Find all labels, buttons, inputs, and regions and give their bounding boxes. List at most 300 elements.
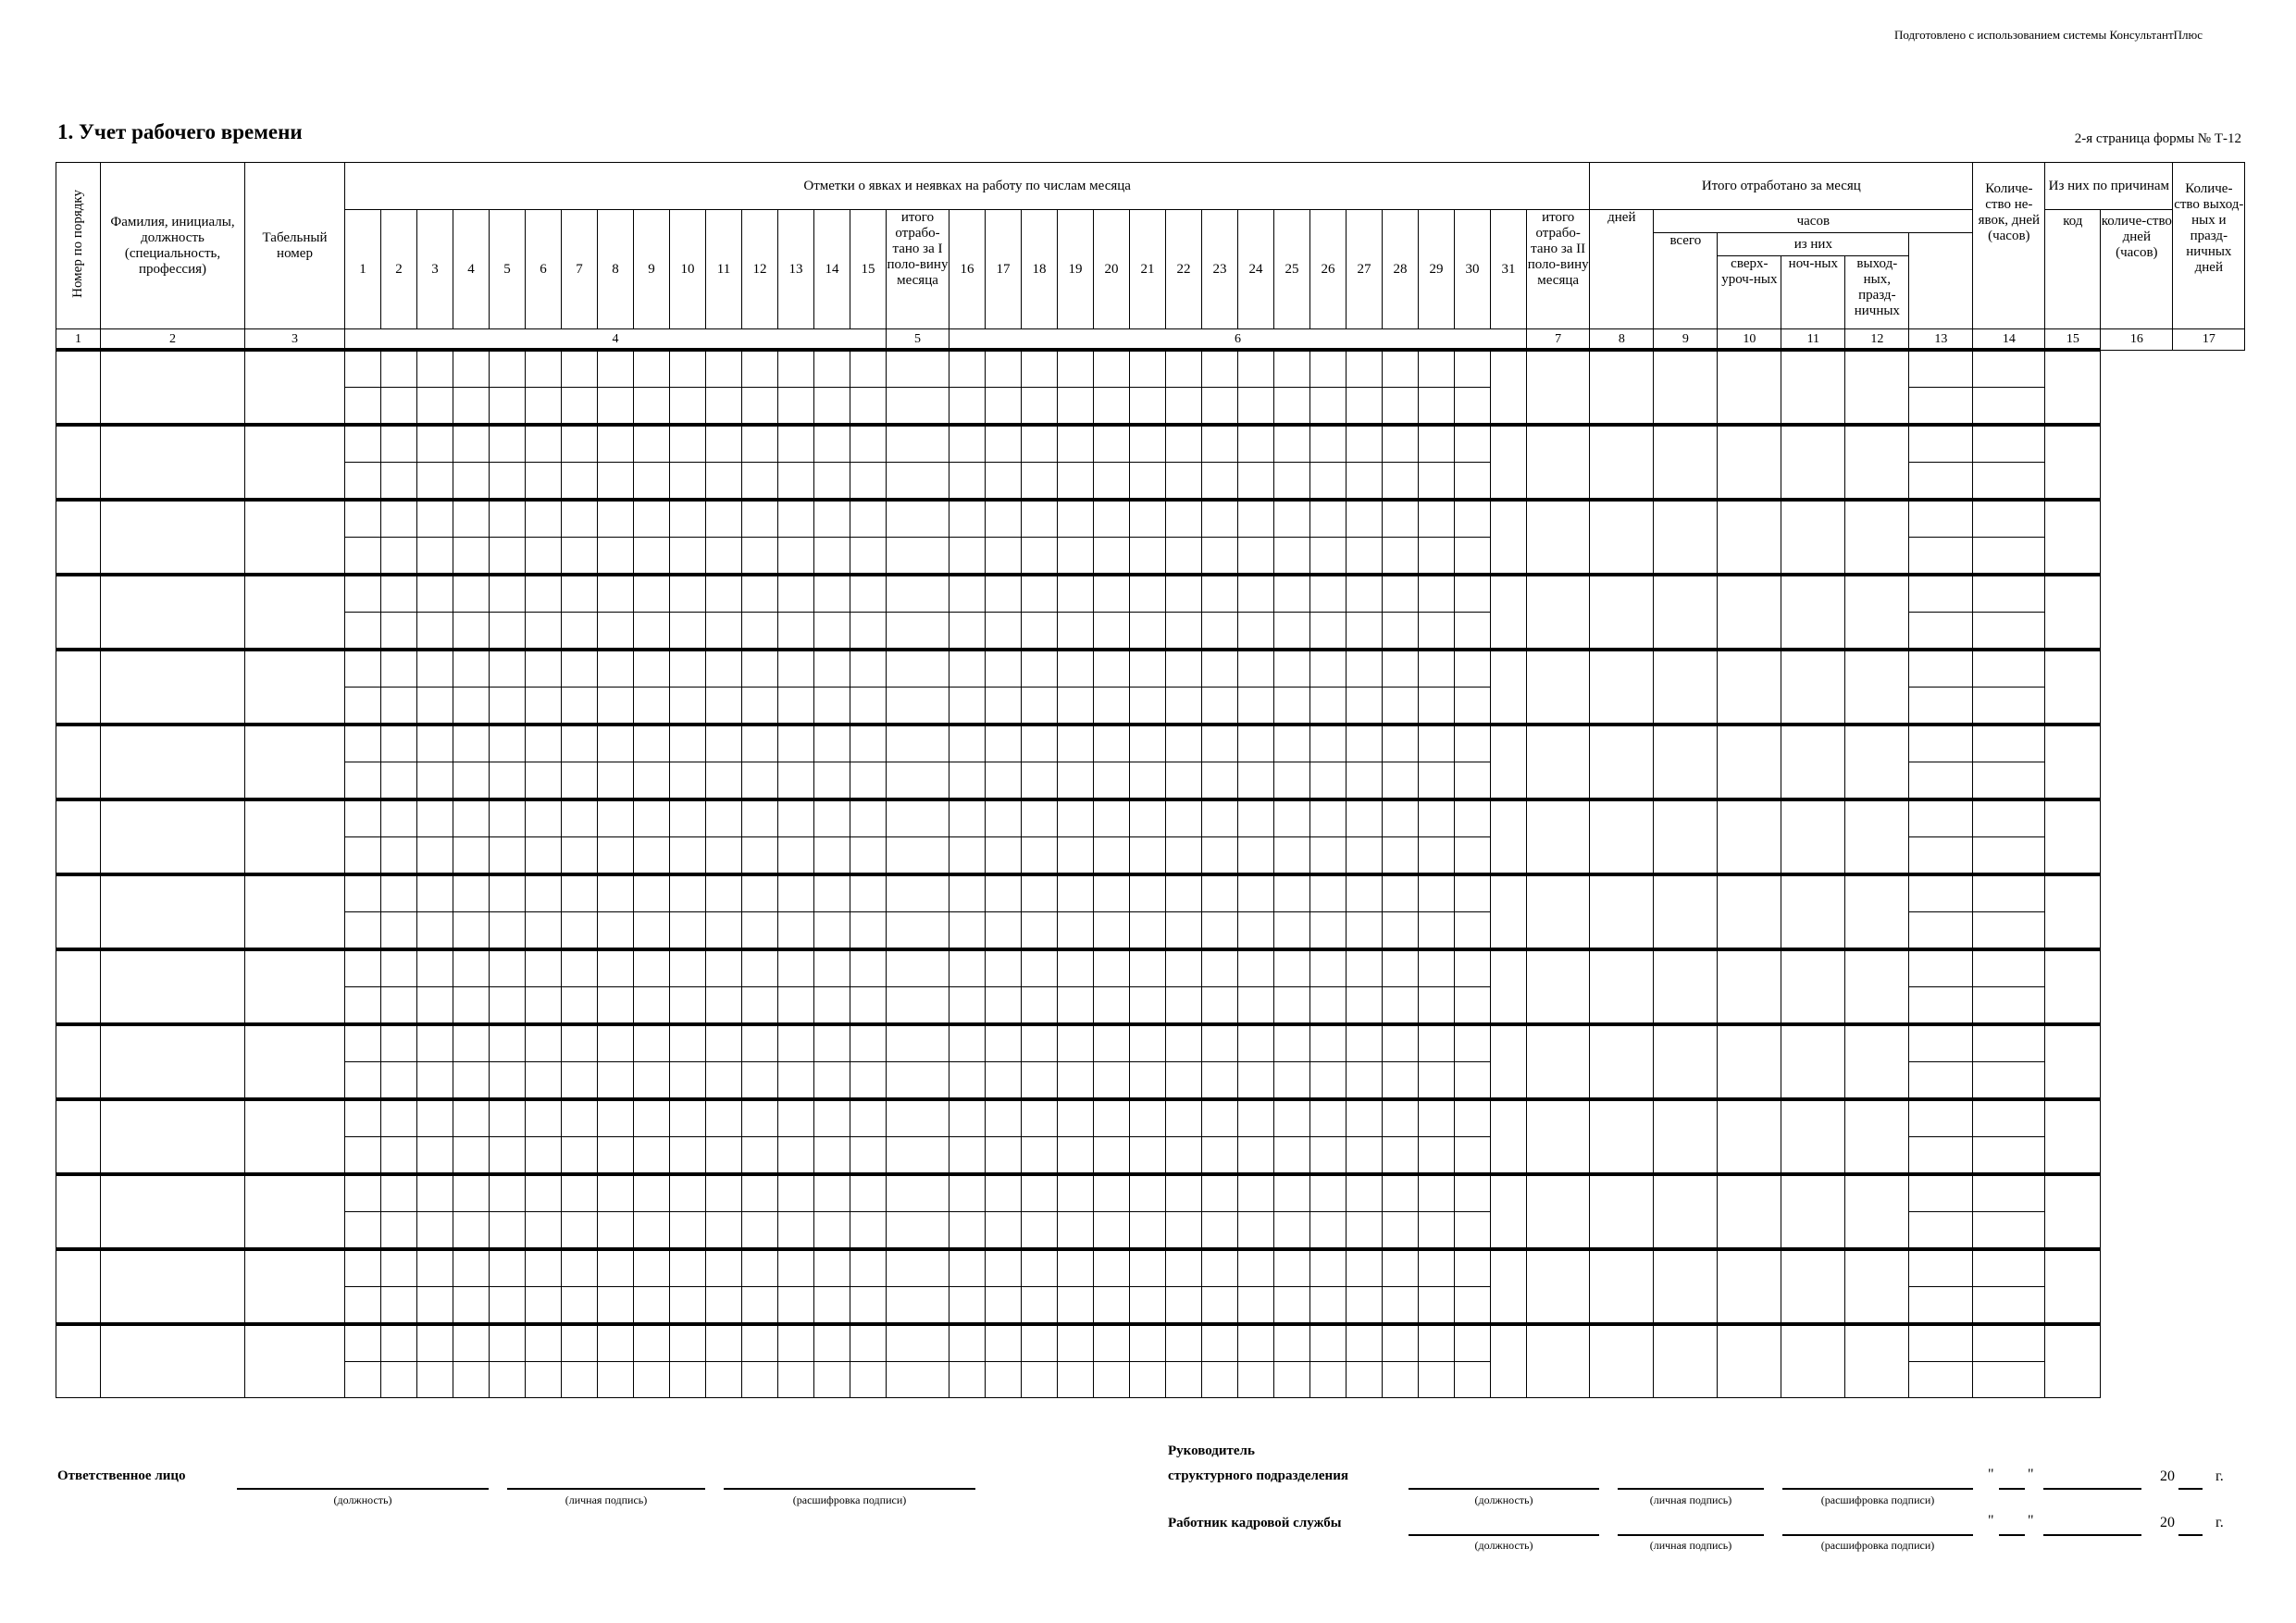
entry-cell[interactable]	[1781, 500, 1845, 575]
entry-cell[interactable]	[417, 1099, 453, 1137]
entry-cell[interactable]	[345, 1062, 381, 1100]
entry-cell[interactable]	[850, 987, 887, 1025]
entry-cell[interactable]	[1781, 1249, 1845, 1324]
entry-cell[interactable]	[1130, 799, 1166, 837]
entry-cell[interactable]	[850, 1174, 887, 1212]
entry-cell[interactable]	[1654, 1024, 1718, 1099]
entry-cell[interactable]	[1058, 1249, 1094, 1287]
entry-cell[interactable]	[1166, 1024, 1202, 1062]
entry-cell[interactable]	[1419, 538, 1455, 576]
entry-cell[interactable]	[453, 650, 490, 688]
entry-cell[interactable]	[670, 388, 706, 426]
entry-cell[interactable]	[1347, 1362, 1383, 1398]
entry-cell[interactable]	[949, 425, 986, 463]
entry-cell[interactable]	[598, 837, 634, 875]
entry-cell[interactable]	[1455, 500, 1491, 538]
entry-cell[interactable]	[1973, 500, 2045, 538]
entry-cell[interactable]	[778, 1362, 814, 1398]
entry-cell[interactable]	[1347, 1249, 1383, 1287]
entry-cell[interactable]	[1094, 949, 1130, 987]
entry-cell[interactable]	[381, 575, 417, 613]
entry-cell[interactable]	[814, 1137, 850, 1175]
entry-cell[interactable]	[381, 1324, 417, 1362]
entry-cell[interactable]	[1238, 1362, 1274, 1398]
entry-cell[interactable]	[1094, 1062, 1130, 1100]
entry-cell[interactable]	[986, 949, 1022, 987]
entry-cell[interactable]	[245, 725, 345, 799]
entry-cell[interactable]	[1973, 1362, 2045, 1398]
entry-cell[interactable]	[1909, 1249, 1973, 1287]
entry-cell[interactable]	[101, 949, 245, 1024]
entry-cell[interactable]	[1455, 949, 1491, 987]
entry-cell[interactable]	[706, 500, 742, 538]
entry-cell[interactable]	[490, 762, 526, 800]
responsible-position-line[interactable]	[237, 1471, 489, 1490]
entry-cell[interactable]	[1022, 500, 1058, 538]
hr-position-line[interactable]	[1409, 1518, 1599, 1536]
entry-cell[interactable]	[1022, 949, 1058, 987]
entry-cell[interactable]	[1202, 725, 1238, 762]
entry-cell[interactable]	[381, 1249, 417, 1287]
entry-cell[interactable]	[1845, 650, 1909, 725]
entry-cell[interactable]	[670, 1137, 706, 1175]
entry-cell[interactable]	[1909, 1137, 1973, 1175]
entry-cell[interactable]	[634, 1062, 670, 1100]
entry-cell[interactable]	[1590, 725, 1654, 799]
entry-cell[interactable]	[706, 350, 742, 388]
entry-cell[interactable]	[1845, 949, 1909, 1024]
entry-cell[interactable]	[345, 613, 381, 650]
entry-cell[interactable]	[1130, 949, 1166, 987]
entry-cell[interactable]	[1094, 650, 1130, 688]
entry-cell[interactable]	[986, 1099, 1022, 1137]
entry-cell[interactable]	[814, 1212, 850, 1250]
entry-cell[interactable]	[1238, 837, 1274, 875]
entry-cell[interactable]	[1419, 1174, 1455, 1212]
entry-cell[interactable]	[562, 799, 598, 837]
entry-cell[interactable]	[1973, 725, 2045, 762]
entry-cell[interactable]	[598, 987, 634, 1025]
entry-cell[interactable]	[887, 949, 949, 987]
entry-cell[interactable]	[1455, 762, 1491, 800]
entry-cell[interactable]	[1527, 500, 1590, 575]
entry-cell[interactable]	[850, 1099, 887, 1137]
entry-cell[interactable]	[1383, 1362, 1419, 1398]
entry-cell[interactable]	[1455, 463, 1491, 501]
entry-cell[interactable]	[850, 725, 887, 762]
entry-cell[interactable]	[345, 388, 381, 426]
entry-cell[interactable]	[101, 874, 245, 949]
entry-cell[interactable]	[706, 874, 742, 912]
entry-cell[interactable]	[1383, 350, 1419, 388]
entry-cell[interactable]	[1022, 650, 1058, 688]
entry-cell[interactable]	[1527, 874, 1590, 949]
entry-cell[interactable]	[778, 613, 814, 650]
entry-cell[interactable]	[1094, 912, 1130, 950]
entry-cell[interactable]	[814, 650, 850, 688]
entry-cell[interactable]	[1202, 388, 1238, 426]
entry-cell[interactable]	[778, 874, 814, 912]
entry-cell[interactable]	[1527, 725, 1590, 799]
entry-cell[interactable]	[1845, 575, 1909, 650]
entry-cell[interactable]	[887, 425, 949, 463]
entry-cell[interactable]	[1274, 500, 1310, 538]
entry-cell[interactable]	[1166, 1287, 1202, 1325]
entry-cell[interactable]	[381, 1287, 417, 1325]
entry-cell[interactable]	[1202, 874, 1238, 912]
entry-cell[interactable]	[526, 688, 562, 725]
entry-cell[interactable]	[1274, 912, 1310, 950]
entry-cell[interactable]	[245, 1249, 345, 1324]
entry-cell[interactable]	[1058, 987, 1094, 1025]
entry-cell[interactable]	[670, 725, 706, 762]
entry-cell[interactable]	[1022, 463, 1058, 501]
entry-cell[interactable]	[1202, 1099, 1238, 1137]
entry-cell[interactable]	[742, 575, 778, 613]
entry-cell[interactable]	[1527, 575, 1590, 650]
entry-cell[interactable]	[670, 613, 706, 650]
entry-cell[interactable]	[598, 1137, 634, 1175]
entry-cell[interactable]	[1590, 1249, 1654, 1324]
entry-cell[interactable]	[345, 1099, 381, 1137]
entry-cell[interactable]	[670, 1024, 706, 1062]
entry-cell[interactable]	[56, 1024, 101, 1099]
entry-cell[interactable]	[814, 425, 850, 463]
entry-cell[interactable]	[1347, 350, 1383, 388]
entry-cell[interactable]	[490, 949, 526, 987]
entry-cell[interactable]	[1058, 1287, 1094, 1325]
entry-cell[interactable]	[634, 1324, 670, 1362]
entry-cell[interactable]	[1130, 1249, 1166, 1287]
entry-cell[interactable]	[1274, 837, 1310, 875]
entry-cell[interactable]	[778, 1212, 814, 1250]
entry-cell[interactable]	[1094, 1024, 1130, 1062]
entry-cell[interactable]	[670, 1099, 706, 1137]
entry-cell[interactable]	[1202, 912, 1238, 950]
entry-cell[interactable]	[742, 1249, 778, 1287]
entry-cell[interactable]	[453, 500, 490, 538]
entry-cell[interactable]	[634, 688, 670, 725]
entry-cell[interactable]	[1058, 425, 1094, 463]
entry-cell[interactable]	[1383, 1174, 1419, 1212]
entry-cell[interactable]	[1238, 1137, 1274, 1175]
entry-cell[interactable]	[986, 1174, 1022, 1212]
entry-cell[interactable]	[598, 1062, 634, 1100]
entry-cell[interactable]	[1455, 874, 1491, 912]
entry-cell[interactable]	[2045, 350, 2101, 425]
entry-cell[interactable]	[1022, 538, 1058, 576]
entry-cell[interactable]	[634, 575, 670, 613]
entry-cell[interactable]	[1094, 1249, 1130, 1287]
entry-cell[interactable]	[850, 613, 887, 650]
entry-cell[interactable]	[1383, 1062, 1419, 1100]
entry-cell[interactable]	[562, 1137, 598, 1175]
entry-cell[interactable]	[526, 350, 562, 388]
entry-cell[interactable]	[1973, 425, 2045, 463]
entry-cell[interactable]	[814, 949, 850, 987]
entry-cell[interactable]	[1022, 1212, 1058, 1250]
entry-cell[interactable]	[526, 1137, 562, 1175]
entry-cell[interactable]	[887, 874, 949, 912]
entry-cell[interactable]	[1202, 1212, 1238, 1250]
entry-cell[interactable]	[1590, 1324, 1654, 1398]
entry-cell[interactable]	[1845, 799, 1909, 874]
entry-cell[interactable]	[526, 1249, 562, 1287]
entry-cell[interactable]	[887, 1249, 949, 1287]
entry-cell[interactable]	[634, 987, 670, 1025]
entry-cell[interactable]	[381, 725, 417, 762]
entry-cell[interactable]	[2045, 1099, 2101, 1174]
entry-cell[interactable]	[1202, 575, 1238, 613]
entry-cell[interactable]	[381, 650, 417, 688]
entry-cell[interactable]	[742, 350, 778, 388]
entry-cell[interactable]	[1845, 500, 1909, 575]
entry-cell[interactable]	[453, 799, 490, 837]
entry-cell[interactable]	[1310, 650, 1347, 688]
entry-cell[interactable]	[1419, 575, 1455, 613]
entry-cell[interactable]	[634, 425, 670, 463]
entry-cell[interactable]	[850, 688, 887, 725]
entry-cell[interactable]	[1274, 1212, 1310, 1250]
entry-cell[interactable]	[1347, 949, 1383, 987]
entry-cell[interactable]	[1781, 350, 1845, 425]
entry-cell[interactable]	[986, 837, 1022, 875]
entry-cell[interactable]	[850, 388, 887, 426]
entry-cell[interactable]	[1166, 1062, 1202, 1100]
entry-cell[interactable]	[1383, 500, 1419, 538]
entry-cell[interactable]	[850, 575, 887, 613]
entry-cell[interactable]	[634, 949, 670, 987]
entry-cell[interactable]	[742, 650, 778, 688]
entry-cell[interactable]	[887, 1324, 949, 1362]
entry-cell[interactable]	[345, 463, 381, 501]
entry-cell[interactable]	[245, 1324, 345, 1398]
entry-cell[interactable]	[1973, 912, 2045, 950]
entry-cell[interactable]	[1310, 1174, 1347, 1212]
entry-cell[interactable]	[1654, 1099, 1718, 1174]
entry-cell[interactable]	[1310, 1212, 1347, 1250]
entry-cell[interactable]	[1274, 1287, 1310, 1325]
entry-cell[interactable]	[986, 388, 1022, 426]
entry-cell[interactable]	[1130, 1099, 1166, 1137]
entry-cell[interactable]	[706, 1324, 742, 1362]
entry-cell[interactable]	[1383, 538, 1419, 576]
entry-cell[interactable]	[1419, 463, 1455, 501]
entry-cell[interactable]	[742, 725, 778, 762]
entry-cell[interactable]	[850, 799, 887, 837]
entry-cell[interactable]	[634, 538, 670, 576]
entry-cell[interactable]	[742, 1324, 778, 1362]
entry-cell[interactable]	[1274, 1249, 1310, 1287]
entry-cell[interactable]	[1022, 613, 1058, 650]
entry-cell[interactable]	[1094, 837, 1130, 875]
entry-cell[interactable]	[887, 500, 949, 538]
entry-cell[interactable]	[345, 1362, 381, 1398]
entry-cell[interactable]	[1202, 1137, 1238, 1175]
entry-cell[interactable]	[1130, 1324, 1166, 1362]
entry-cell[interactable]	[56, 650, 101, 725]
entry-cell[interactable]	[1238, 463, 1274, 501]
entry-cell[interactable]	[706, 613, 742, 650]
entry-cell[interactable]	[381, 500, 417, 538]
entry-cell[interactable]	[1310, 912, 1347, 950]
entry-cell[interactable]	[1455, 688, 1491, 725]
entry-cell[interactable]	[986, 1249, 1022, 1287]
entry-cell[interactable]	[417, 762, 453, 800]
entry-cell[interactable]	[381, 538, 417, 576]
entry-cell[interactable]	[986, 650, 1022, 688]
entry-cell[interactable]	[1166, 1249, 1202, 1287]
entry-cell[interactable]	[1909, 725, 1973, 762]
entry-cell[interactable]	[1455, 1137, 1491, 1175]
entry-cell[interactable]	[850, 538, 887, 576]
entry-cell[interactable]	[634, 613, 670, 650]
entry-cell[interactable]	[245, 350, 345, 425]
entry-cell[interactable]	[598, 1174, 634, 1212]
entry-cell[interactable]	[1383, 1324, 1419, 1362]
entry-cell[interactable]	[417, 538, 453, 576]
entry-cell[interactable]	[490, 874, 526, 912]
entry-cell[interactable]	[778, 1024, 814, 1062]
entry-cell[interactable]	[670, 949, 706, 987]
entry-cell[interactable]	[1909, 350, 1973, 388]
entry-cell[interactable]	[417, 463, 453, 501]
entry-cell[interactable]	[706, 799, 742, 837]
entry-cell[interactable]	[453, 1249, 490, 1287]
entry-cell[interactable]	[670, 1287, 706, 1325]
entry-cell[interactable]	[562, 987, 598, 1025]
entry-cell[interactable]	[1781, 1324, 1845, 1398]
entry-cell[interactable]	[1094, 500, 1130, 538]
entry-cell[interactable]	[1590, 1174, 1654, 1249]
entry-cell[interactable]	[1419, 613, 1455, 650]
entry-cell[interactable]	[814, 613, 850, 650]
entry-cell[interactable]	[345, 799, 381, 837]
entry-cell[interactable]	[526, 762, 562, 800]
entry-cell[interactable]	[670, 1212, 706, 1250]
entry-cell[interactable]	[1058, 650, 1094, 688]
entry-cell[interactable]	[850, 463, 887, 501]
entry-cell[interactable]	[345, 1249, 381, 1287]
entry-cell[interactable]	[1491, 1099, 1527, 1174]
entry-cell[interactable]	[1909, 949, 1973, 987]
entry-cell[interactable]	[1347, 1287, 1383, 1325]
entry-cell[interactable]	[1130, 1062, 1166, 1100]
entry-cell[interactable]	[490, 688, 526, 725]
entry-cell[interactable]	[1022, 987, 1058, 1025]
entry-cell[interactable]	[562, 837, 598, 875]
entry-cell[interactable]	[1909, 650, 1973, 688]
entry-cell[interactable]	[598, 1024, 634, 1062]
entry-cell[interactable]	[778, 425, 814, 463]
entry-cell[interactable]	[1973, 799, 2045, 837]
entry-cell[interactable]	[1274, 1062, 1310, 1100]
entry-cell[interactable]	[949, 1062, 986, 1100]
entry-cell[interactable]	[814, 1024, 850, 1062]
entry-cell[interactable]	[1310, 1024, 1347, 1062]
entry-cell[interactable]	[949, 799, 986, 837]
entry-cell[interactable]	[1909, 1174, 1973, 1212]
entry-cell[interactable]	[1022, 874, 1058, 912]
entry-cell[interactable]	[2045, 949, 2101, 1024]
entry-cell[interactable]	[1419, 1137, 1455, 1175]
entry-cell[interactable]	[887, 1137, 949, 1175]
entry-cell[interactable]	[453, 949, 490, 987]
entry-cell[interactable]	[706, 1249, 742, 1287]
entry-cell[interactable]	[986, 425, 1022, 463]
entry-cell[interactable]	[381, 1362, 417, 1398]
entry-cell[interactable]	[1094, 1362, 1130, 1398]
entry-cell[interactable]	[778, 538, 814, 576]
entry-cell[interactable]	[1973, 350, 2045, 388]
entry-cell[interactable]	[56, 1324, 101, 1398]
entry-cell[interactable]	[1202, 1287, 1238, 1325]
entry-cell[interactable]	[490, 987, 526, 1025]
entry-cell[interactable]	[1238, 949, 1274, 987]
entry-cell[interactable]	[345, 425, 381, 463]
entry-cell[interactable]	[778, 388, 814, 426]
entry-cell[interactable]	[1022, 1324, 1058, 1362]
entry-cell[interactable]	[1419, 762, 1455, 800]
entry-cell[interactable]	[670, 1062, 706, 1100]
entry-cell[interactable]	[1130, 1362, 1166, 1398]
entry-cell[interactable]	[526, 799, 562, 837]
entry-cell[interactable]	[1455, 987, 1491, 1025]
entry-cell[interactable]	[814, 1287, 850, 1325]
entry-cell[interactable]	[706, 425, 742, 463]
entry-cell[interactable]	[814, 874, 850, 912]
entry-cell[interactable]	[986, 463, 1022, 501]
entry-cell[interactable]	[1202, 949, 1238, 987]
entry-cell[interactable]	[814, 1174, 850, 1212]
entry-cell[interactable]	[1274, 874, 1310, 912]
entry-cell[interactable]	[949, 1099, 986, 1137]
entry-cell[interactable]	[562, 1062, 598, 1100]
entry-cell[interactable]	[101, 1324, 245, 1398]
entry-cell[interactable]	[850, 350, 887, 388]
entry-cell[interactable]	[949, 650, 986, 688]
entry-cell[interactable]	[634, 912, 670, 950]
entry-cell[interactable]	[1166, 1174, 1202, 1212]
entry-cell[interactable]	[850, 1212, 887, 1250]
entry-cell[interactable]	[986, 874, 1022, 912]
entry-cell[interactable]	[490, 1324, 526, 1362]
entry-cell[interactable]	[949, 762, 986, 800]
entry-cell[interactable]	[1383, 1024, 1419, 1062]
entry-cell[interactable]	[706, 1287, 742, 1325]
entry-cell[interactable]	[526, 1062, 562, 1100]
entry-cell[interactable]	[490, 1287, 526, 1325]
entry-cell[interactable]	[1130, 1212, 1166, 1250]
entry-cell[interactable]	[1347, 688, 1383, 725]
entry-cell[interactable]	[1845, 1249, 1909, 1324]
entry-cell[interactable]	[778, 688, 814, 725]
entry-cell[interactable]	[345, 1287, 381, 1325]
entry-cell[interactable]	[598, 613, 634, 650]
entry-cell[interactable]	[1455, 575, 1491, 613]
entry-cell[interactable]	[706, 575, 742, 613]
entry-cell[interactable]	[670, 1174, 706, 1212]
entry-cell[interactable]	[1022, 912, 1058, 950]
entry-cell[interactable]	[1166, 1137, 1202, 1175]
entry-cell[interactable]	[345, 1212, 381, 1250]
entry-cell[interactable]	[598, 388, 634, 426]
entry-cell[interactable]	[1347, 1024, 1383, 1062]
entry-cell[interactable]	[381, 949, 417, 987]
entry-cell[interactable]	[1909, 874, 1973, 912]
entry-cell[interactable]	[1909, 500, 1973, 538]
entry-cell[interactable]	[814, 725, 850, 762]
